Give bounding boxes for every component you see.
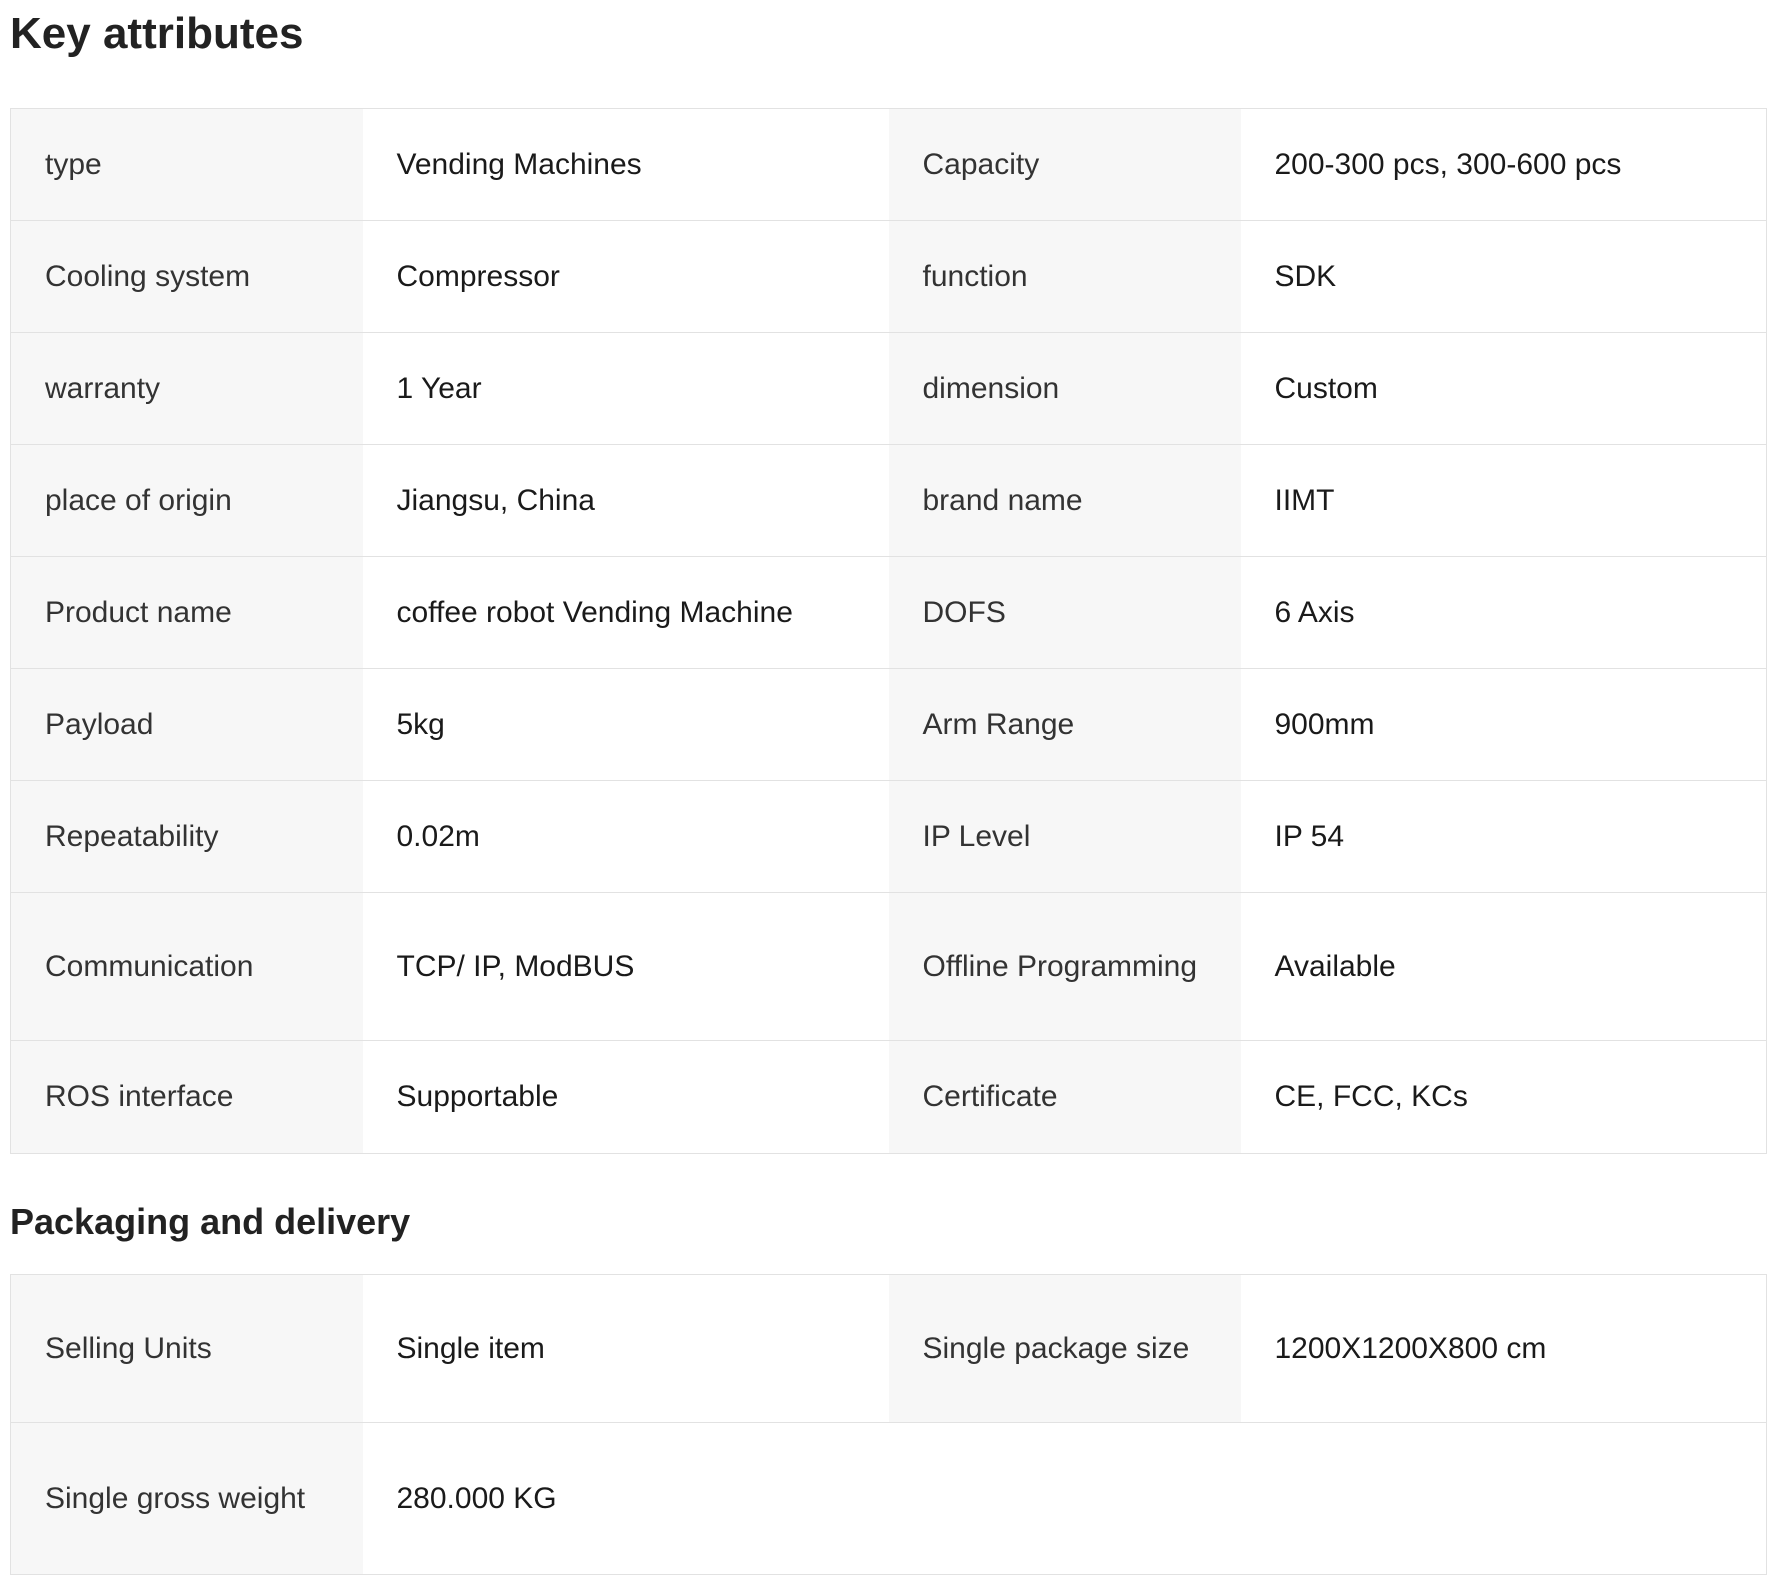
attribute-label: Product name (11, 557, 363, 669)
attribute-label: Repeatability (11, 781, 363, 893)
key-attributes-title: Key attributes (10, 9, 304, 58)
table-row (11, 445, 1767, 557)
attribute-value: Supportable (363, 1041, 889, 1154)
attribute-label: type (11, 109, 363, 221)
attribute-value: Compressor (363, 221, 889, 333)
attribute-label: dimension (889, 333, 1241, 445)
attribute-label: Payload (11, 669, 363, 781)
packaging-delivery-title: Packaging and delivery (10, 1201, 411, 1242)
attribute-label: Cooling system (11, 221, 363, 333)
attribute-label: Single gross weight (11, 1423, 363, 1575)
empty-cell (889, 1423, 1241, 1575)
attribute-value: Jiangsu, China (363, 445, 889, 557)
empty-cell (1241, 1423, 1767, 1575)
table-row (11, 669, 1767, 781)
attribute-value: 0.02m (363, 781, 889, 893)
key-attributes-table (10, 108, 1767, 1154)
attribute-value: 280.000 KG (363, 1423, 889, 1575)
table-row (11, 221, 1767, 333)
attribute-label: Certificate (889, 1041, 1241, 1154)
attribute-value: Available (1241, 893, 1767, 1041)
attribute-label: DOFS (889, 557, 1241, 669)
attribute-value: CE, FCC, KCs (1241, 1041, 1767, 1154)
table-row (11, 893, 1767, 1041)
table-row (11, 1423, 1767, 1575)
attribute-value: IIMT (1241, 445, 1767, 557)
attribute-label: Selling Units (11, 1275, 363, 1423)
attribute-label: ROS interface (11, 1041, 363, 1154)
attribute-label: Arm Range (889, 669, 1241, 781)
attribute-label: Offline Programming (889, 893, 1241, 1041)
attribute-value: IP 54 (1241, 781, 1767, 893)
attribute-value: 1 Year (363, 333, 889, 445)
attribute-label: function (889, 221, 1241, 333)
attribute-value: 1200X1200X800 cm (1241, 1275, 1767, 1423)
attribute-label: warranty (11, 333, 363, 445)
table-row (11, 333, 1767, 445)
attribute-value: TCP/ IP, ModBUS (363, 893, 889, 1041)
table-row (11, 557, 1767, 669)
attribute-value: Single item (363, 1275, 889, 1423)
table-row (11, 781, 1767, 893)
attribute-label: brand name (889, 445, 1241, 557)
attribute-label: IP Level (889, 781, 1241, 893)
attribute-value: coffee robot Vending Machine (363, 557, 889, 669)
attribute-label: Capacity (889, 109, 1241, 221)
attribute-value: 6 Axis (1241, 557, 1767, 669)
attribute-label: Communication (11, 893, 363, 1041)
attribute-value: 5kg (363, 669, 889, 781)
attribute-value: Vending Machines (363, 109, 889, 221)
attribute-value: Custom (1241, 333, 1767, 445)
attribute-label: place of origin (11, 445, 363, 557)
attribute-label: Single package size (889, 1275, 1241, 1423)
table-row (11, 109, 1767, 221)
table-row (11, 1041, 1767, 1154)
table-row (11, 1275, 1767, 1423)
packaging-delivery-table (10, 1274, 1767, 1575)
attribute-value: SDK (1241, 221, 1767, 333)
attribute-value: 200-300 pcs, 300-600 pcs (1241, 109, 1767, 221)
attribute-value: 900mm (1241, 669, 1767, 781)
